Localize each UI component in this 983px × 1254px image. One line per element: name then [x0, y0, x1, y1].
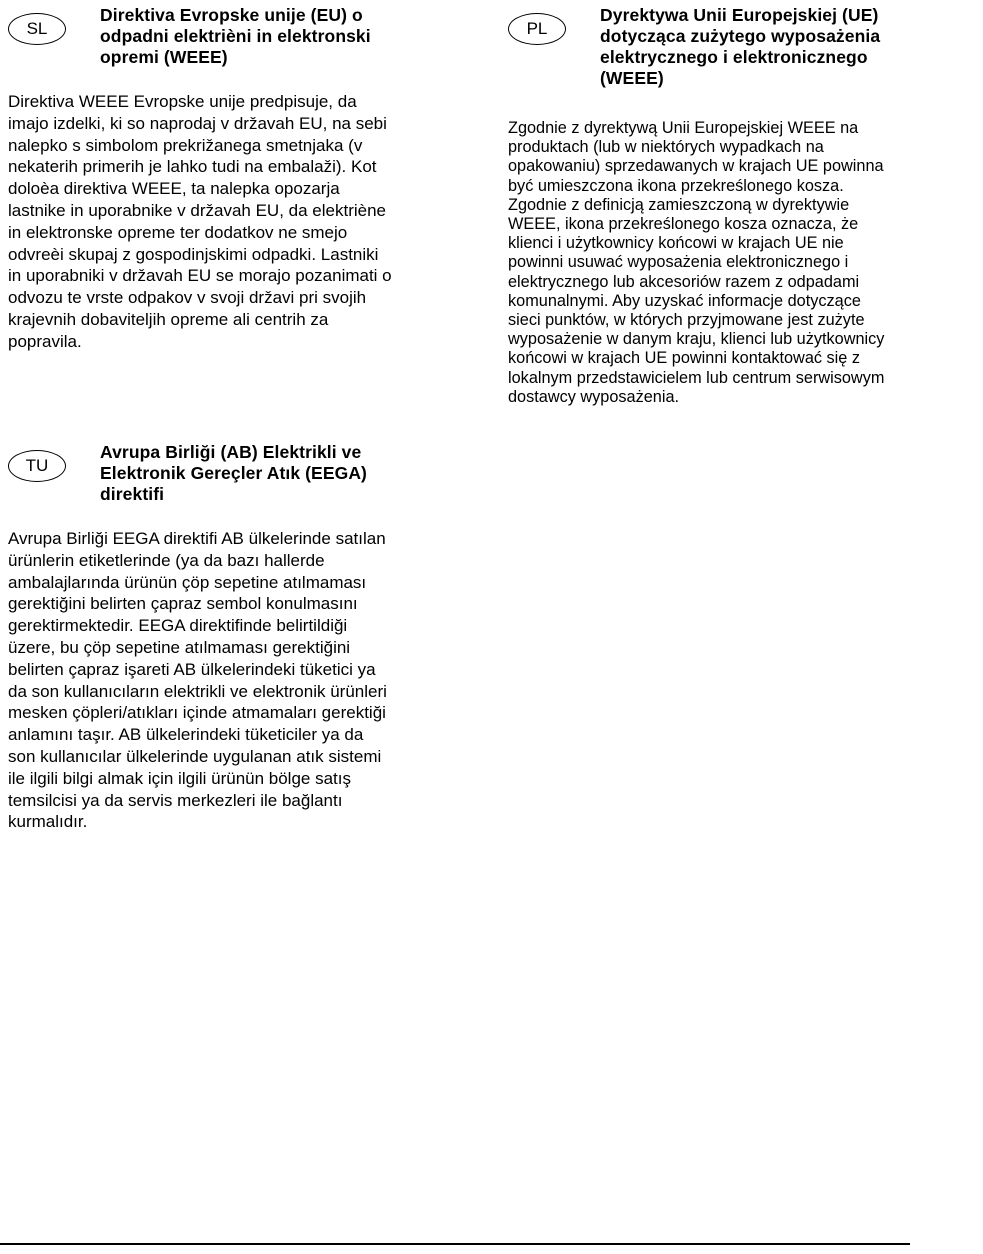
section-body: [8, 91, 392, 353]
section-title: [600, 5, 880, 89]
language-badge-sl: SL: [8, 13, 66, 45]
title-line: (WEEE): [600, 68, 664, 88]
body-line: końcowi w krajach UE powinni kontaktować się z: [508, 349, 861, 368]
body-line: anlamını taşır. AB ülkelerindeki tüketiciler ya da: [8, 725, 364, 745]
body-line: temsilcisi ya da servis merkezleri ile bağlantı: [8, 790, 343, 810]
body-line: komunalnymi. Aby uzyskać informacje dotyczące: [508, 291, 861, 310]
body-line: ile ilgili bilgi almak için ilgili ürünün bölge satış: [8, 768, 351, 788]
body-line: kurmalıdır.: [8, 812, 88, 832]
body-line: üzere, bu çöp sepetine atılmaması gerektiğini: [8, 637, 351, 657]
language-badge-tu: TU: [8, 450, 66, 482]
body-line: belirten çapraz işareti AB ülkelerindeki tüketici ya: [8, 659, 376, 679]
body-line: dostawcy wyposażenia.: [508, 387, 680, 406]
footer-divider: [0, 1243, 910, 1245]
title-line: opremi (WEEE): [100, 47, 228, 67]
body-line: elektrycznego lub akcesoriów razem z odpadami: [508, 272, 860, 291]
body-line: in uporabniki v državah EU se morajo pozanimati o: [8, 266, 392, 286]
title-line: Dyrektywa Unii Europejskiej (UE): [600, 5, 879, 25]
title-line: dotycząca zużytego wyposażenia: [600, 26, 881, 46]
section-polish: [508, 5, 978, 406]
body-line: mesken çöpleri/atıkları içinde atmamaları gerektiği: [8, 703, 386, 723]
body-line: wyposażenie w danym kraju, klienci lub użytkownicy: [508, 330, 885, 349]
section-title: [100, 442, 367, 505]
body-line: son kullanıcılar ülkelerinde uygulanan atık sistemi: [8, 746, 382, 766]
body-line: Direktiva WEEE Evropske unije predpisuje, da: [8, 92, 357, 111]
title-line: Elektronik Gereçler Atık (EEGA): [100, 463, 367, 483]
body-line: WEEE, ikona przekreślonego kosza oznacza, że: [508, 215, 859, 234]
body-line: lastnike in uporabnike v državah EU, da elektriène: [8, 200, 386, 220]
section-turkish: [8, 442, 478, 832]
body-line: nalepko s simbolom prekrižanega smetnjaka (v: [8, 135, 363, 155]
body-line: powinni usuwać wyposażenia elektronicznego i: [508, 253, 849, 272]
section-body: [8, 528, 387, 833]
body-line: imajo izdelki, ki so naprodaj v državah EU, na sebi: [8, 113, 387, 133]
body-line: in elektronske opreme ter dodatkov ne smejo: [8, 222, 348, 242]
title-line: Avrupa Birliği (AB) Elektrikli ve: [100, 442, 362, 462]
body-line: gerektiğini belirten çapraz sembol konulmasını: [8, 594, 358, 614]
body-line: Zgodnie z dyrektywą Unii Europejskiej WEEE na: [508, 119, 859, 137]
body-line: ambalajlarında ürünün çöp sepetine atılmaması: [8, 572, 367, 592]
section-header: [508, 5, 978, 95]
section-body: [508, 119, 884, 407]
body-line: klienci i użytkownicy końcowi w krajach UE nie: [508, 234, 844, 253]
section-header: [8, 442, 478, 532]
title-line: elektrycznego i elektronicznego: [600, 47, 868, 67]
body-line: być umieszczona ikona przekreślonego kosza.: [508, 176, 844, 195]
body-line: opakowaniu) sprzedawanych w krajach UE powinna: [508, 157, 884, 176]
body-line: Avrupa Birliği EEGA direktifi AB ülkelerinde satılan: [8, 529, 386, 548]
section-header: [8, 5, 478, 95]
title-line: Direktiva Evropske unije (EU) o: [100, 5, 363, 25]
body-line: Zgodnie z definicją zamieszczoną w dyrektywie: [508, 195, 850, 214]
section-slovenian: [8, 5, 478, 351]
body-line: doloèa direktiva WEEE, ta nalepka opozarja: [8, 179, 340, 199]
body-line: odvozu te vrste odpakov v svoji državi pri svojih: [8, 288, 367, 308]
title-line: odpadni elektrièni in elektronski: [100, 26, 371, 46]
body-line: popravila.: [8, 331, 82, 351]
body-line: da son kullanıcıların elektrikli ve elektronik ürünleri: [8, 681, 387, 701]
body-line: sieci punktów, w których przyjmowane jest zużyte: [508, 311, 865, 330]
body-line: ürünlerin etiketlerinde (ya da bazı hallerde: [8, 550, 325, 570]
body-line: krajevnih dobaviteljih opreme ali centrih za: [8, 309, 329, 329]
language-badge-pl: PL: [508, 13, 566, 45]
body-line: produktach (lub w niektórych wypadkach na: [508, 138, 824, 157]
section-title: [100, 5, 371, 68]
title-line: direktifi: [100, 484, 165, 504]
body-line: nekaterih primerih je lahko tudi na embalaži). Kot: [8, 157, 377, 177]
body-line: gerektirmektedir. EEGA direktifinde belirtildiği: [8, 616, 348, 636]
body-line: lokalnym przedstawicielem lub centrum serwisowym: [508, 368, 885, 387]
body-line: odvreèi skupaj z gospodinjskimi odpadki. Lastniki: [8, 244, 379, 264]
